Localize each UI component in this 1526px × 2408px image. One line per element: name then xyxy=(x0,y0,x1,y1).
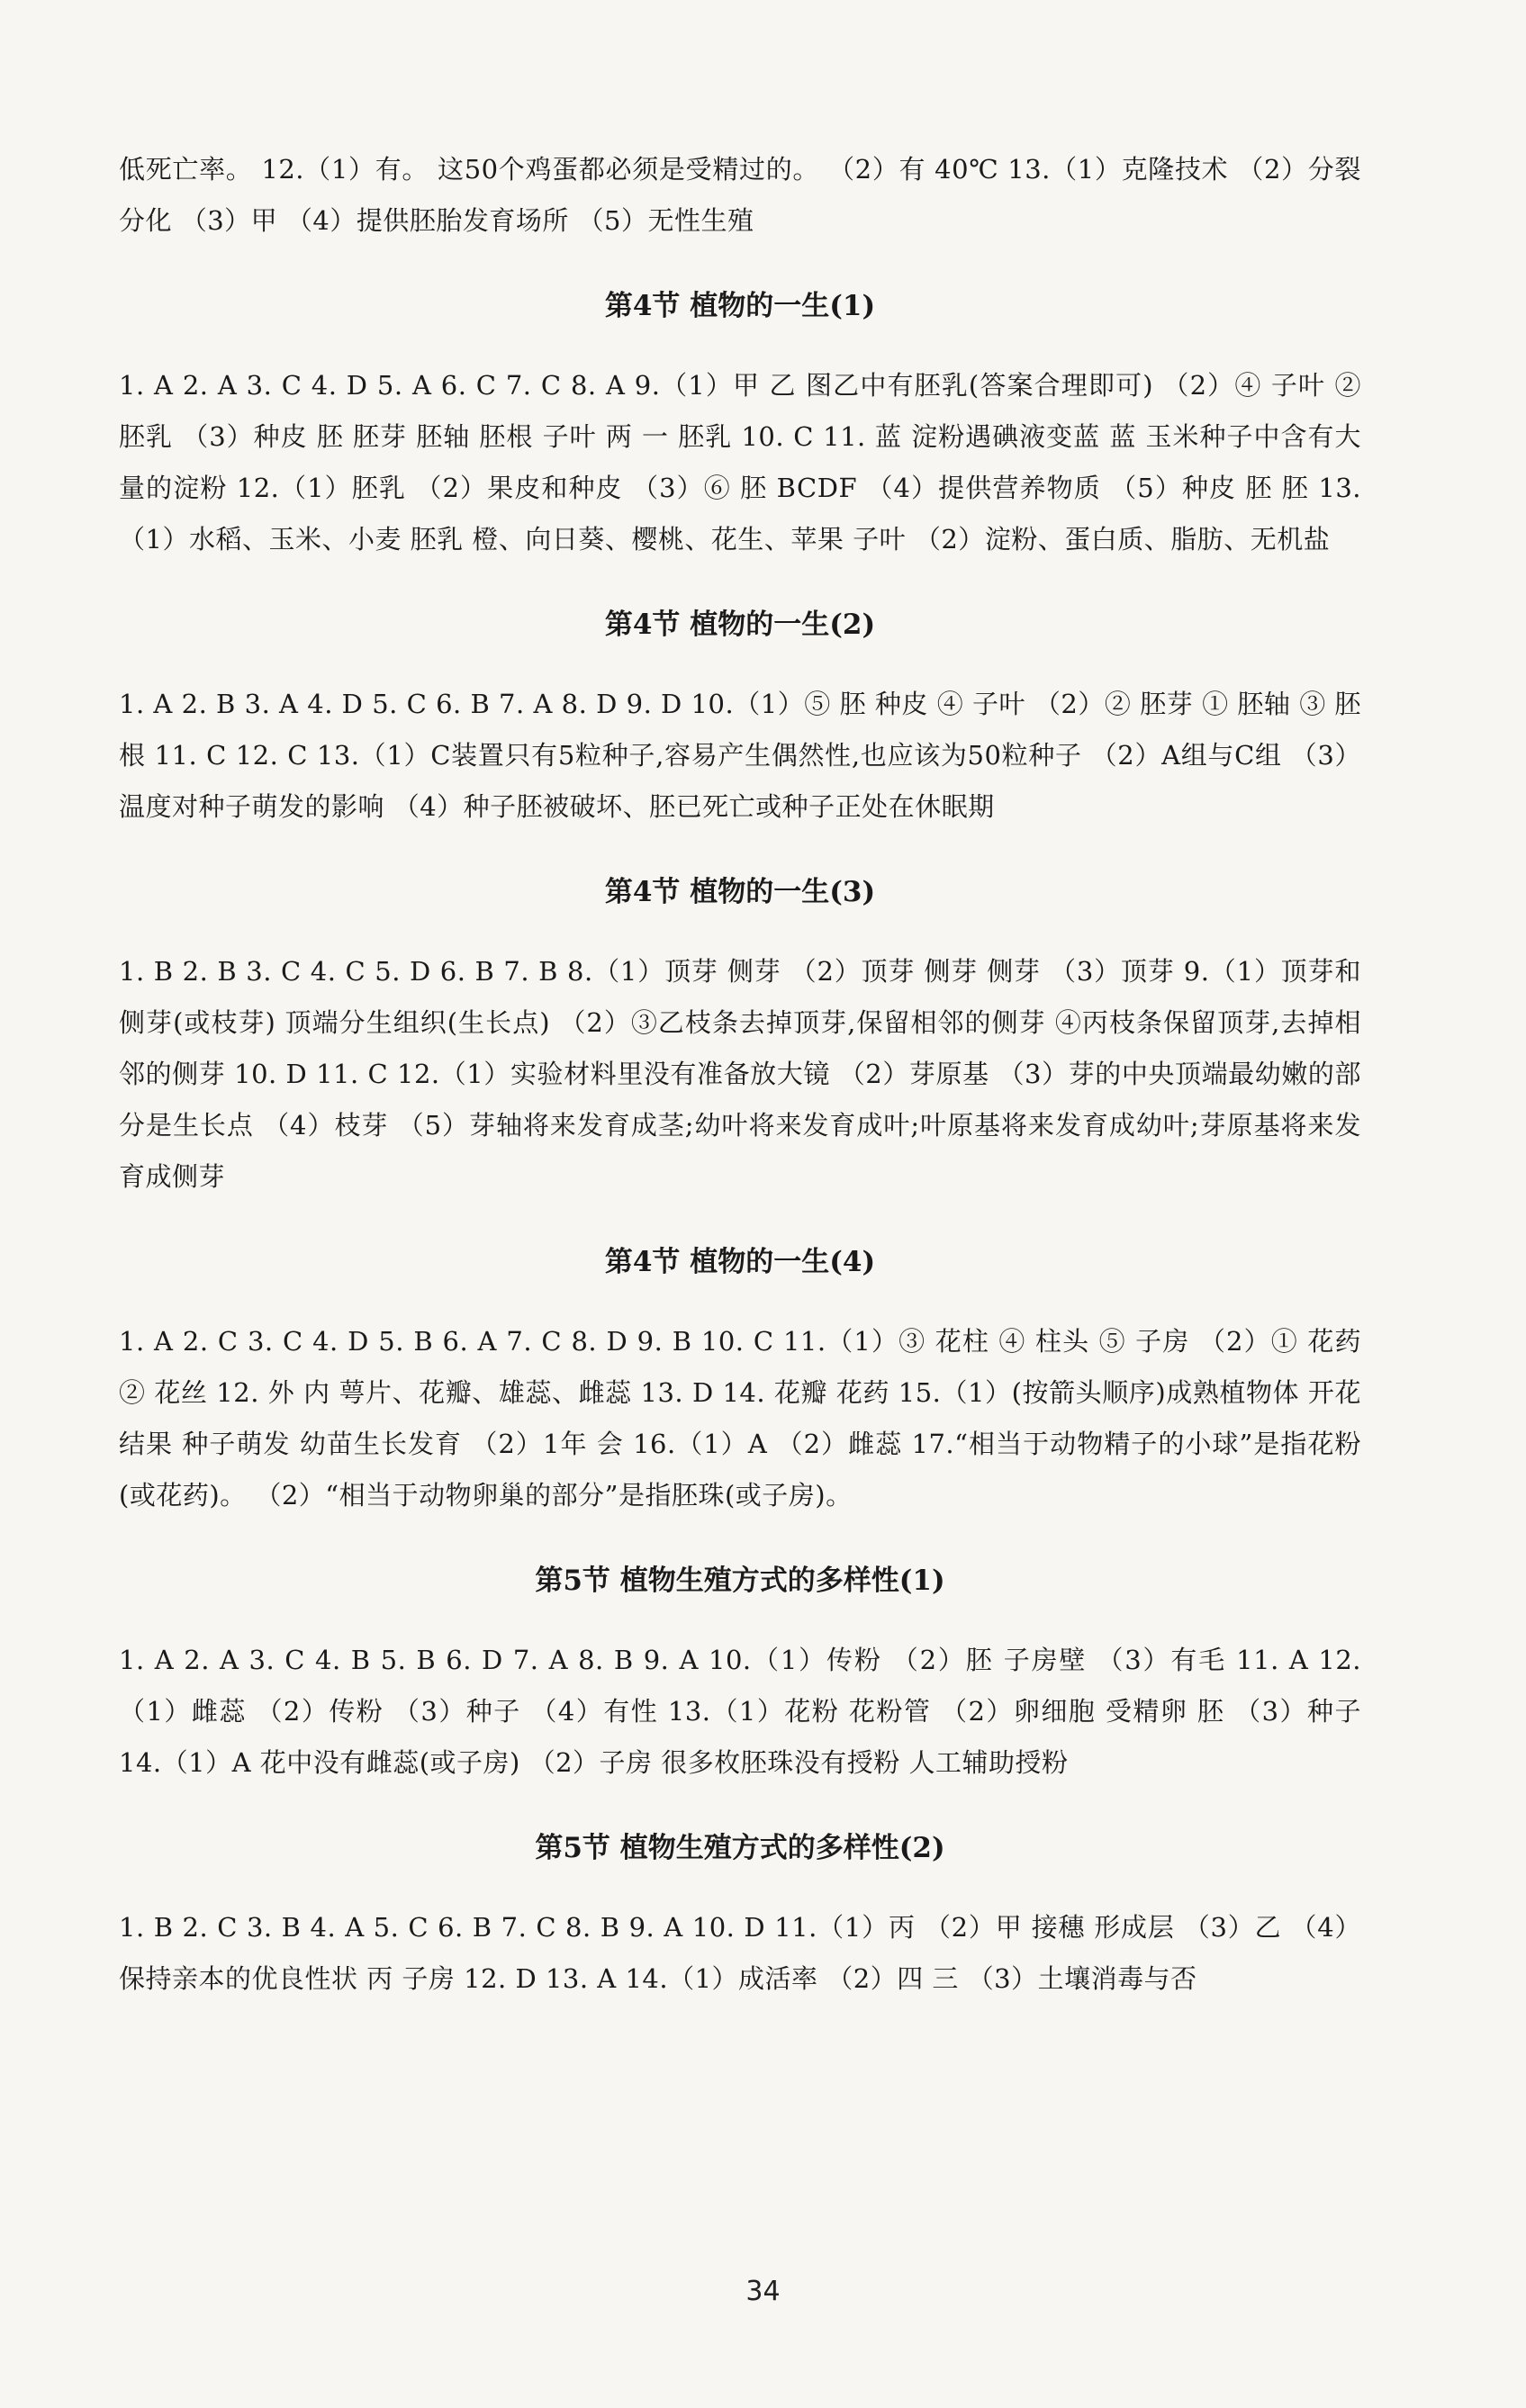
answer-paragraph: 1. A 2. A 3. C 4. D 5. A 6. C 7. C 8. A 9.（1）甲 乙 图乙中有胚乳(答案合理即可) （2）④ 子叶 ② 胚乳 （3）种皮 胚 胚芽 胚轴 胚根 子叶 两 一 胚乳 10. C 11. 蓝 淀粉遇碘液变蓝 蓝 玉米种子中含有大量的淀粉 12.（1）胚乳 （2）果皮和种皮 （3）⑥ 胚 BCDF （4）提供营养物质 （5）种皮 胚 胚 13.（1）水稻、玉米、小麦 胚乳 橙、向日葵、樱桃、花生、苹果 子叶 （2）淀粉、蛋白质、脂肪、无机盐 xyxy=(119,370,1361,555)
section-heading: 第4节 植物的一生(1) xyxy=(604,290,876,322)
answer-paragraph-continued: 低死亡率。 12.（1）有。 这50个鸡蛋都必须是受精过的。 （2）有 40℃ 13.（1）克隆技术 （2）分裂 分化 （3）甲 （4）提供胚胎发育场所 （5）无性生殖 xyxy=(119,154,1361,236)
answer-paragraph: 1. A 2. B 3. A 4. D 5. C 6. B 7. A 8. D 9. D 10.（1）⑤ 胚 种皮 ④ 子叶 （2）② 胚芽 ① 胚轴 ③ 胚根 11. C 12. C 13.（1）C装置只有5粒种子,容易产生偶然性,也应该为50粒种子 （2）A组与C组 （3）温度对种子萌发的影响 （4）种子胚被破坏、胚已死亡或种子正处在休眠期 xyxy=(119,689,1361,822)
section-heading: 第4节 植物的一生(2) xyxy=(604,609,876,641)
section-heading: 第5节 植物生殖方式的多样性(2) xyxy=(535,1832,945,1864)
section-heading: 第5节 植物生殖方式的多样性(1) xyxy=(535,1565,945,1597)
answer-content xyxy=(119,144,1361,2005)
section-heading: 第4节 植物的一生(4) xyxy=(604,1246,876,1278)
answer-paragraph: 1. A 2. C 3. C 4. D 5. B 6. A 7. C 8. D 9. B 10. C 11.（1）③ 花柱 ④ 柱头 ⑤ 子房 （2）① 花药 ② 花丝 12. 外 内 萼片、花瓣、雄蕊、雌蕊 13. D 14. 花瓣 花药 15.（1）(按箭头顺序)成熟植物体 开花结果 种子萌发 幼苗生长发育 （2）1年 会 16.（1）A （2）雌蕊 17.“相当于动物精子的小球”是指花粉(或花药)。 （2）“相当于动物卵巢的部分”是指胚珠(或子房)。 xyxy=(119,1326,1361,1511)
answer-paragraph: 1. A 2. A 3. C 4. B 5. B 6. D 7. A 8. B 9. A 10.（1）传粉 （2）胚 子房壁 （3）有毛 11. A 12.（1）雌蕊 （2）传粉 （3）种子 （4）有性 13.（1）花粉 花粉管 （2）卵细胞 受精卵 胚 （3）种子 14.（1）A 花中没有雌蕊(或子房) （2）子房 很多枚胚珠没有授粉 人工辅助授粉 xyxy=(119,1645,1361,1778)
page-number: 34 xyxy=(745,2276,781,2307)
section-heading: 第4节 植物的一生(3) xyxy=(604,876,876,908)
answer-paragraph: 1. B 2. C 3. B 4. A 5. C 6. B 7. C 8. B 9. A 10. D 11.（1）丙 （2）甲 接穗 形成层 （3）乙 （4）保持亲本的优良性状 丙 子房 12. D 13. A 14.（1）成活率 （2）四 三 （3）土壤消毒与否 xyxy=(119,1912,1361,1994)
answer-paragraph: 1. B 2. B 3. C 4. C 5. D 6. B 7. B 8.（1）顶芽 侧芽 （2）顶芽 侧芽 侧芽 （3）顶芽 9.（1）顶芽和侧芽(或枝芽) 顶端分生组织(生长点) （2）③乙枝条去掉顶芽,保留相邻的侧芽 ④丙枝条保留顶芽,去掉相邻的侧芽 10. D 11. C 12.（1）实验材料里没有准备放大镜 （2）芽原基 （3）芽的中央顶端最幼嫩的部分是生长点 （4）枝芽 （5）芽轴将来发育成茎;幼叶将来发育成叶;叶原基将来发育成幼叶;芽原基将来发育成侧芽 xyxy=(119,956,1362,1192)
